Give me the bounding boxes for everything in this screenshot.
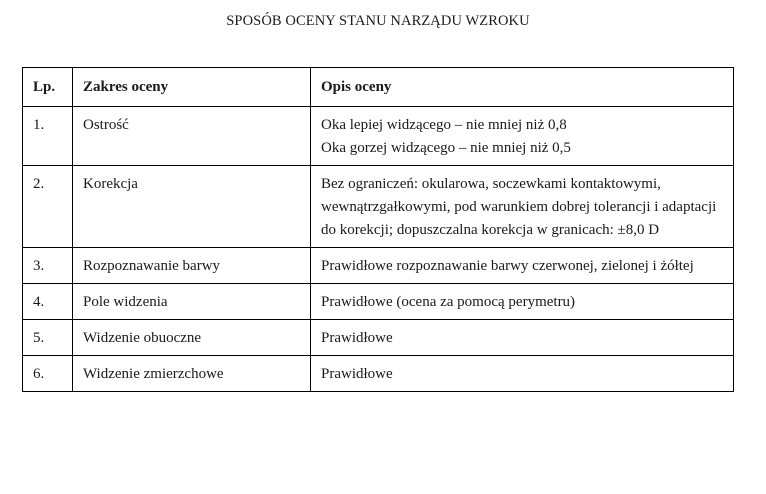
header-lp: Lp. [23,68,73,107]
row-description: Prawidłowe [311,320,734,356]
row-scope: Pole widzenia [73,284,311,320]
description-line: Oka gorzej widzącego – nie mniej niż 0,5 [321,140,571,156]
header-zakres-oceny: Zakres oceny [73,68,311,107]
row-number: 5. [23,320,73,356]
row-description: Prawidłowe (ocena za pomocą perymetru) [311,284,734,320]
row-description [311,107,734,166]
row-scope: Ostrość [73,107,311,166]
row-description: Prawidłowe [311,356,734,392]
row-description: Prawidłowe rozpoznawanie barwy czerwonej, zielonej i żółtej [311,248,734,284]
row-scope: Korekcja [73,166,311,248]
row-number: 3. [23,248,73,284]
table-row [23,107,734,166]
row-number: 1. [23,107,73,166]
row-number: 4. [23,284,73,320]
vision-assessment-table [22,67,734,392]
row-scope: Widzenie zmierzchowe [73,356,311,392]
row-scope: Rozpoznawanie barwy [73,248,311,284]
row-number: 6. [23,356,73,392]
document-title: SPOSÓB OCENY STANU NARZĄDU WZROKU [226,13,530,29]
table-row [23,320,734,356]
row-scope: Widzenie obuoczne [73,320,311,356]
table-row [23,248,734,284]
header-opis-oceny: Opis oceny [311,68,734,107]
description-line: Oka lepiej widzącego – nie mniej niż 0,8 [321,117,567,133]
row-number: 2. [23,166,73,248]
table-row [23,356,734,392]
row-description: Bez ograniczeń: okularowa, soczewkami kontaktowymi, wewnątrzgałkowymi, pod warunkiem dobrej tolerancji i adaptacji do korekcji; dopuszczalna korekcja w granicach: ±8,0 D [311,166,734,248]
table-row [23,284,734,320]
table-header-row [23,68,734,107]
table-row [23,166,734,248]
